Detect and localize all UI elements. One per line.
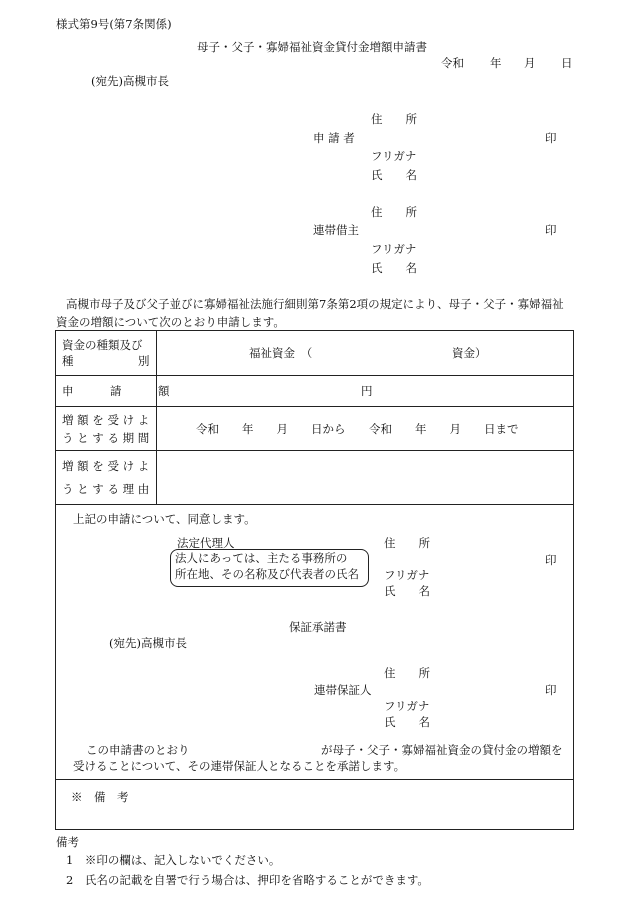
consent-text: 上記の申請について、同意します。	[73, 512, 256, 526]
form-number: 様式第9号(第7条関係)	[56, 17, 172, 31]
form-title: 母子・父子・寡婦福祉資金貸付金増額申請書	[197, 40, 427, 54]
guarantee-statement-part2: が母子・父子・寡婦福祉資金の貸付金の増額を	[321, 743, 563, 757]
coborrower-role: 連帯借主	[313, 223, 359, 237]
row-divider	[56, 375, 573, 376]
footnote-item: 1 ※印の欄は、記入しないでください。	[66, 853, 281, 867]
footnotes-heading: 備考	[56, 835, 79, 849]
corp-note-line1: 法人にあっては、主たる事務所の	[175, 551, 348, 565]
date-era: 令和	[441, 56, 464, 70]
period-label-line2: う と す る 期 間	[62, 431, 150, 445]
application-table	[55, 330, 574, 830]
reason-label-line1: 増 額 を 受 け よ	[62, 459, 150, 473]
coborrower-name-label: 氏 名	[371, 261, 417, 275]
intro-text-line2: 資金の増額について次のとおり申請します。	[56, 315, 285, 329]
reason-label-line2: う と す る 理 由	[62, 482, 150, 496]
period-label-line1: 増 額 を 受 け よ	[62, 413, 150, 427]
guarantee-title: 保証承諾書	[289, 620, 347, 634]
applicant-seal: 印	[545, 131, 557, 145]
coborrower-seal: 印	[545, 223, 557, 237]
fund-type-label-line2b: 別	[138, 354, 150, 368]
guarantor-role: 連帯保証人	[314, 683, 372, 697]
period-end[interactable]: 令和 年 月 日まで	[369, 422, 519, 436]
consent-name-label: 氏 名	[384, 584, 430, 598]
fund-type-label-line2a: 種	[62, 354, 74, 368]
guarantor-furigana-label: フリガナ	[384, 699, 430, 713]
applicant-role: 申 請 者	[313, 131, 355, 145]
guarantor-address-label: 住 所	[384, 666, 430, 680]
guarantor-seal: 印	[545, 683, 557, 697]
row-divider	[56, 779, 573, 780]
fund-type-value-suffix: 資金）	[452, 346, 487, 360]
guarantee-statement-line2: 受けることについて、その連帯保証人となることを承諾します。	[73, 759, 406, 773]
consent-furigana-label: フリガナ	[384, 568, 430, 582]
applicant-name-label: 氏 名	[371, 168, 417, 182]
row-divider	[56, 504, 573, 505]
corp-note-line2: 所在地、その名称及び代表者の氏名	[175, 567, 359, 581]
amount-unit: 円	[361, 384, 373, 398]
row-divider	[56, 450, 573, 451]
applicant-furigana-label: フリガナ	[371, 149, 417, 163]
row-divider	[56, 406, 573, 407]
amount-label: 申 請 額	[62, 384, 170, 398]
period-start[interactable]: 令和 年 月 日から	[196, 422, 346, 436]
guarantee-addressee: (宛先)高槻市長	[109, 636, 187, 650]
applicant-address-label: 住 所	[371, 112, 417, 126]
consent-address-label: 住 所	[384, 536, 430, 550]
date-day: 日	[561, 56, 573, 70]
fund-type-label-line1: 資金の種類及び	[62, 338, 143, 352]
coborrower-address-label: 住 所	[371, 205, 417, 219]
label-column-divider	[156, 331, 157, 504]
fund-type-value-prefix[interactable]: 福祉資金 （	[249, 346, 313, 360]
remarks-label: ※ 備 考	[71, 790, 129, 804]
consent-seal: 印	[545, 553, 557, 567]
date-month: 月	[524, 56, 536, 70]
intro-text-line1: 高槻市母子及び父子並びに寡婦福祉法施行細則第7条第2項の規定により、母子・父子・寡婦福祉	[66, 297, 564, 311]
coborrower-furigana-label: フリガナ	[371, 242, 417, 256]
reason-input-area[interactable]	[162, 459, 562, 497]
guarantee-statement-part1: この申請書のとおり	[86, 743, 190, 757]
addressee: (宛先)高槻市長	[91, 74, 169, 88]
guarantor-name-label: 氏 名	[384, 715, 430, 729]
date-year: 年	[490, 56, 502, 70]
legal-rep-label: 法定代理人	[177, 536, 235, 550]
footnote-item: 2 氏名の記載を自署で行う場合は、押印を省略することができます。	[66, 873, 429, 887]
